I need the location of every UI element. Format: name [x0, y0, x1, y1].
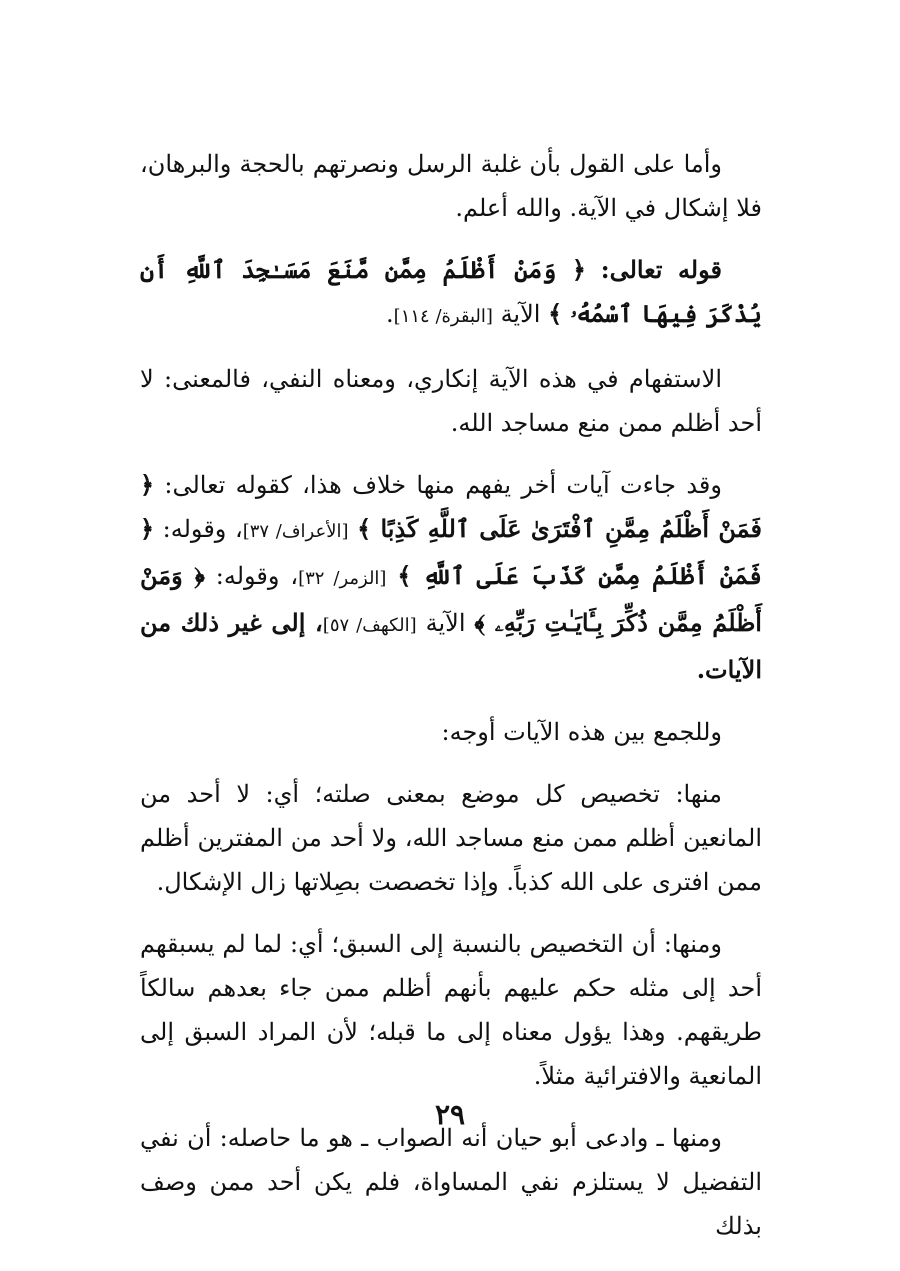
- paragraph-8: [140, 1116, 762, 1248]
- paragraph-4-part4: الآية: [425, 609, 466, 637]
- paragraph-5-text: وللجمع بين هذه الآيات أوجه:: [441, 718, 722, 746]
- quran-verse-baqara: ﴿ وَمَنْ أَظْلَمُ مِمَّن مَّنَعَ مَسَـٰجِدَ ٱللَّهِ أَن يُذْكَرَ فِيهَا ٱسْمُهُۥ ﴾: [140, 255, 762, 328]
- quran-verse-araf: ﴿ فَمَنْ أَظْلَمُ مِمَّنِ ٱفْتَرَىٰ عَلَى ٱللَّهِ كَذِبًا ﴾: [140, 470, 762, 543]
- page-number: ٢٩: [434, 1098, 466, 1131]
- paragraph-8-text: ومنها ـ وادعى أبو حيان أنه الصواب ـ هو ما حاصله: أن نفي التفضيل لا يستلزم نفي المساواة، فلم يكن أحد ممن وصف بذلك: [140, 1124, 762, 1240]
- verse-reference-baqara: [البقرة/ ١١٤]: [393, 306, 493, 327]
- paragraph-1: [140, 142, 762, 230]
- paragraph-6-text: منها: تخصيص كل موضع بمعنى صلته؛ أي: لا أحد من المانعين أظلم ممن منع مساجد الله، ولا أحد من المفترين أظلم ممن افترى على الله كذباً. وإذا تخصصت بصِلاتها زال الإشكال.: [140, 780, 762, 896]
- verse-tail: الآية: [500, 300, 541, 328]
- quran-verse-kahf: ﴿ وَمَنْ أَظْلَمُ مِمَّن ذُكِّرَ بِـَٔايَـٰتِ رَبِّهِۦ ﴾: [140, 561, 762, 637]
- paragraph-6: [140, 772, 762, 904]
- verse-reference-kahf: [الكهف/ ٥٧]: [322, 615, 417, 636]
- paragraph-3: [140, 357, 762, 445]
- paragraph-3-text: الاستفهام في هذه الآية إنكاري، ومعناه النفي، فالمعنى: لا أحد أظلم ممن منع مساجد الله.: [140, 365, 762, 437]
- paragraph-4-part2: ، وقوله:: [162, 515, 243, 543]
- verse-heading-lead: قوله تعالى:: [600, 255, 722, 284]
- paragraph-7: [140, 922, 762, 1098]
- paragraph-5: [140, 710, 762, 754]
- verse-end: .: [386, 300, 394, 328]
- paragraph-4-part3: ، وقوله:: [215, 562, 299, 590]
- paragraph-4-part1: وقد جاءت آيات أخر يفهم منها خلاف هذا، كقوله تعالى:: [164, 471, 722, 499]
- paragraph-1-text: وأما على القول بأن غلبة الرسل ونصرتهم بالحجة والبرهان، فلا إشكال في الآية. والله أعلم.: [140, 150, 762, 222]
- paragraph-4-verses: [140, 463, 762, 692]
- paragraph-2-verse-heading: [140, 248, 762, 339]
- verse-reference-zumar: [الزمر/ ٣٢]: [298, 568, 387, 589]
- paragraph-4-part5: ، إلى غير ذلك من الآيات.: [140, 608, 762, 684]
- quran-verse-zumar: ﴿ فَمَنْ أَظْلَمُ مِمَّن كَذَبَ عَلَى ٱللَّهِ ﴾: [140, 514, 762, 590]
- paragraph-7-text: ومنها: أن التخصيص بالنسبة إلى السبق؛ أي: لما لم يسبقهم أحد إلى مثله حكم عليهم بأنهم أظلم ممن جاء بعدهم سالكاً طريقهم. وهذا يؤول معناه إلى ما قبله؛ لأن المراد السبق إلى المانعية والافترائية مثلاً.: [140, 930, 762, 1090]
- verse-reference-araf: [الأعراف/ ٣٧]: [242, 521, 349, 542]
